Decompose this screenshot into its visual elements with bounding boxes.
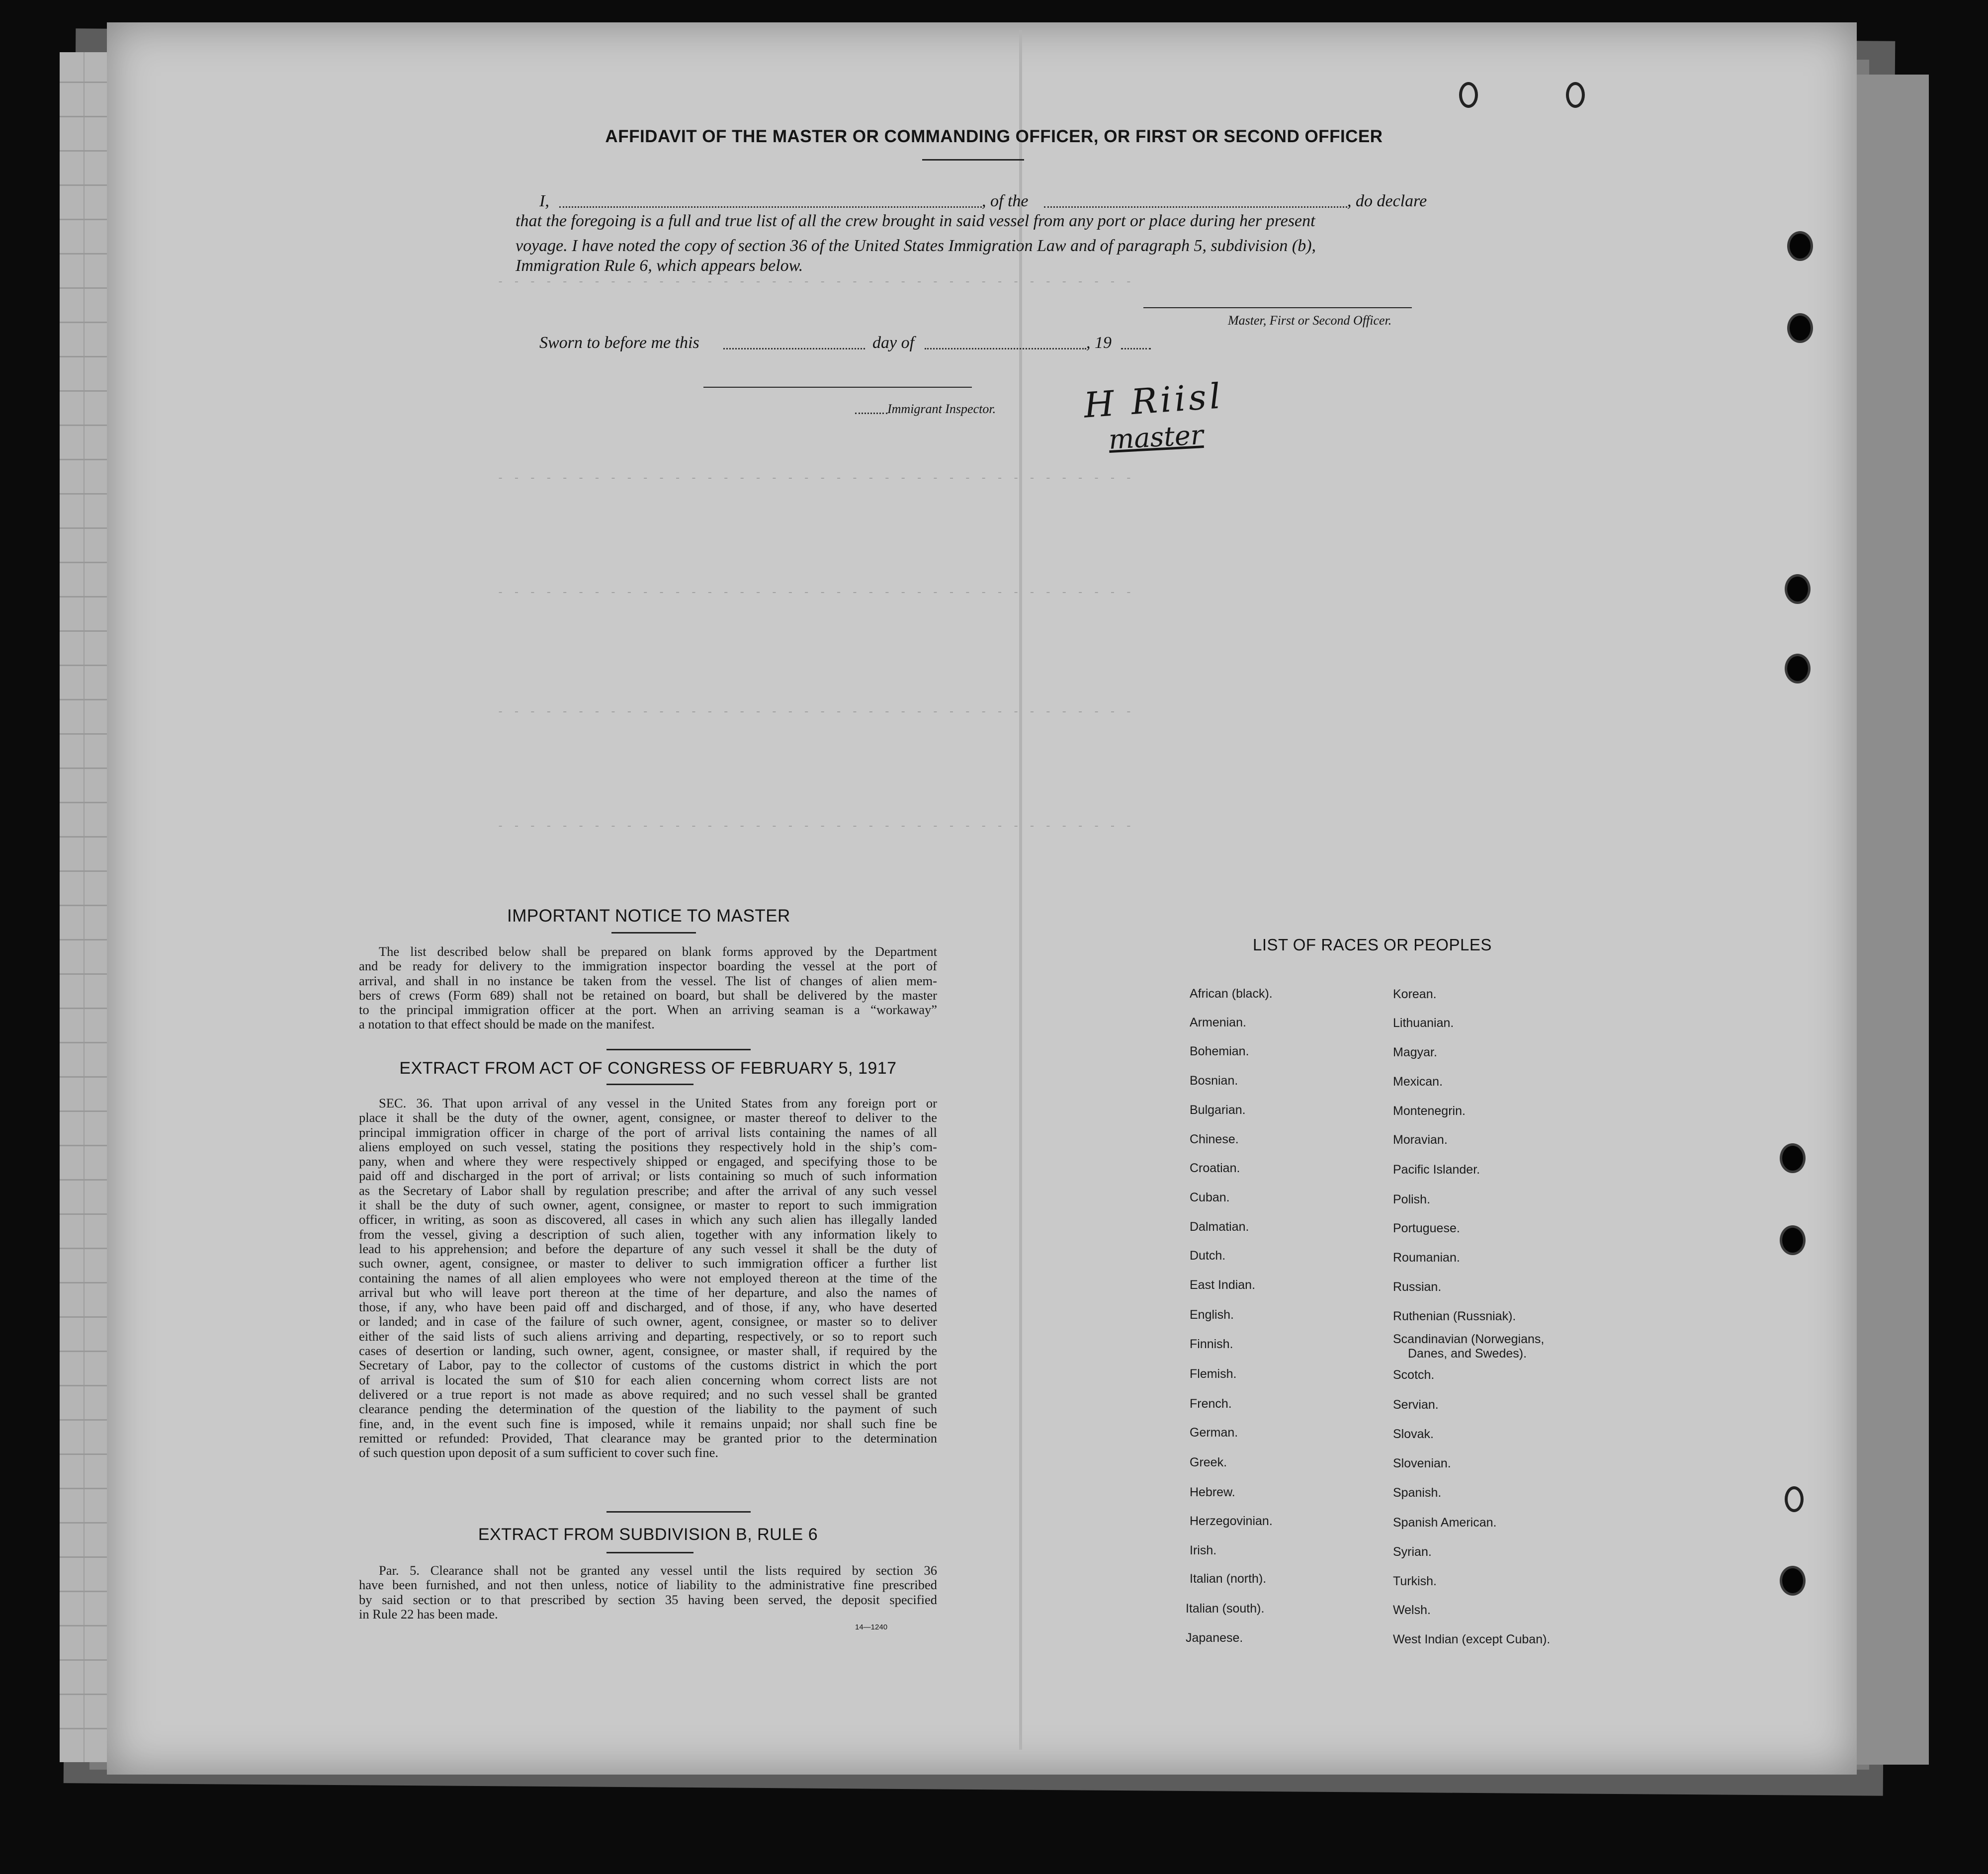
race-item: Welsh. bbox=[1393, 1603, 1431, 1617]
race-item: Scotch. bbox=[1393, 1368, 1435, 1382]
race-item: Syrian. bbox=[1393, 1545, 1432, 1559]
paragraph-line: arrival, and shall in no instance be taken from the vessel. The list of changes of alien mem- bbox=[359, 973, 937, 988]
race-item: Ruthenian (Russniak). bbox=[1393, 1309, 1516, 1323]
race-item: Armenian. bbox=[1190, 1016, 1246, 1029]
race-item: Magyar. bbox=[1393, 1045, 1437, 1059]
act-extract-title: EXTRACT FROM ACT OF CONGRESS OF FEBRUARY 5, 1917 bbox=[399, 1059, 897, 1078]
paragraph-line: pany, when and where they were respectively shipped or engaged, and specifying those to be bbox=[359, 1154, 937, 1169]
race-item: Moravian. bbox=[1393, 1133, 1448, 1147]
race-item: English. bbox=[1190, 1308, 1234, 1322]
binder-ring bbox=[1785, 1486, 1804, 1512]
vessel-blank[interactable] bbox=[1044, 206, 1347, 208]
paragraph-line: lead to his apprehension; and before the departure of any such vessel it shall be the duty of bbox=[359, 1241, 937, 1256]
race-item: Cuban. bbox=[1190, 1191, 1230, 1204]
paragraph-line: clearance pending the determination of the question of the liability to the payment of such bbox=[359, 1401, 937, 1417]
race-item: Greek. bbox=[1190, 1455, 1227, 1469]
affidavit-title: AFFIDAVIT OF THE MASTER OR COMMANDING OFFICER, OR FIRST OR SECOND OFFICER bbox=[605, 127, 1383, 146]
act-title-rule bbox=[606, 1084, 693, 1085]
paragraph-line: remitted or refunded: Provided, That clearance may be granted prior to the determination bbox=[359, 1430, 937, 1446]
day-of-text: day of bbox=[872, 334, 915, 352]
paragraph-line: either of the said lists of such aliens arriving and departing, respectively, or so to report such bbox=[359, 1328, 937, 1344]
master-signature-line[interactable] bbox=[1143, 307, 1412, 308]
race-item: Bohemian. bbox=[1190, 1044, 1249, 1058]
race-item: Dutch. bbox=[1190, 1249, 1226, 1263]
paragraph-line: or landed; and in case of the failure of such owner, agent, consignee, or master so to deliver bbox=[359, 1314, 937, 1329]
year-prefix: , 19 bbox=[1086, 334, 1112, 352]
bleed-through-text: - - - - - - - - - - - - - - - - - - - - - - - - - - - - - - - - - - - - - - - - bbox=[497, 706, 1133, 718]
race-item: Scandinavian (Norwegians, bbox=[1393, 1332, 1545, 1346]
punch-hole bbox=[1780, 1143, 1806, 1173]
paragraph-line: Par. 5. Clearance shall not be granted any vessel until the lists required by section 36 bbox=[379, 1563, 937, 1578]
signature-title: master bbox=[1108, 419, 1205, 456]
race-item: French. bbox=[1190, 1397, 1232, 1411]
affidavit-line-2: that the foregoing is a full and true list of all the crew brought in said vessel from any port or place during her present bbox=[516, 212, 1315, 230]
paragraph-line: paid off and discharged in the port of arrival; or lists containing so much of such information bbox=[359, 1168, 937, 1184]
affidavit-line-3: voyage. I have noted the copy of section 36 of the United States Immigration Law and of paragraph 5, subdivision (b), bbox=[516, 237, 1316, 255]
sworn-day-blank[interactable] bbox=[723, 348, 865, 349]
races-title: LIST OF RACES OR PEOPLES bbox=[1253, 936, 1492, 954]
punch-hole bbox=[1785, 574, 1811, 604]
race-item: Portuguese. bbox=[1393, 1221, 1460, 1235]
form-number: 14—1240 bbox=[855, 1623, 888, 1631]
race-item: Slovenian. bbox=[1393, 1456, 1451, 1470]
notice-end-rule bbox=[606, 1049, 751, 1050]
paragraph-line: aliens employed on such vessel, stating the positions they respectively hold in the ship’s com- bbox=[359, 1139, 937, 1154]
paragraph-line: arrival but who will leave port thereon at the time of her departure, and also the names of bbox=[359, 1284, 937, 1300]
paragraph-line: it shall be the duty of such owner, agent, consignee, or master to report to such immigration bbox=[359, 1197, 937, 1213]
race-item: Flemish. bbox=[1190, 1367, 1237, 1381]
paragraph-line: have been furnished, and not then unless, notice of liability to the administrative fine prescribed bbox=[359, 1577, 937, 1593]
paragraph-line: bers of crews (Form 689) shall not be retained on board, but shall be delivered by the master bbox=[359, 987, 937, 1003]
inspector-caption: Immigrant Inspector. bbox=[887, 402, 996, 416]
rule-extract-title: EXTRACT FROM SUBDIVISION B, RULE 6 bbox=[478, 1525, 818, 1544]
race-item: Servian. bbox=[1393, 1398, 1439, 1412]
rule-paragraph-5 bbox=[359, 1563, 937, 1621]
race-item: Montenegrin. bbox=[1393, 1104, 1466, 1118]
paragraph-line: containing the names of all alien employees who were not employed thereon at the time of the bbox=[359, 1270, 937, 1285]
race-item: East Indian. bbox=[1190, 1278, 1256, 1292]
race-item: Irish. bbox=[1190, 1543, 1217, 1557]
paragraph-line: of such question upon deposit of a sum sufficient to cover such fine. bbox=[359, 1445, 718, 1460]
race-item: Hebrew. bbox=[1190, 1485, 1235, 1499]
paragraph-line: and be ready for delivery to the immigration inspector boarding the vessel at the port of bbox=[359, 958, 937, 974]
race-item: German. bbox=[1190, 1426, 1238, 1440]
notice-paragraph bbox=[359, 944, 937, 1032]
paragraph-line: in Rule 22 has been made. bbox=[359, 1606, 498, 1621]
sworn-year-blank[interactable] bbox=[1121, 348, 1151, 349]
punch-hole bbox=[1787, 313, 1813, 343]
paragraph-line: Secretary of Labor, pay to the collector of customs of the customs district in which the port bbox=[359, 1358, 937, 1373]
race-item: Bulgarian. bbox=[1190, 1103, 1246, 1117]
affidavit-line-4: Immigration Rule 6, which appears below. bbox=[516, 256, 803, 275]
race-item: Russian. bbox=[1393, 1280, 1442, 1294]
race-item: Lithuanian. bbox=[1393, 1016, 1454, 1030]
race-item: Danes, and Swedes). bbox=[1408, 1347, 1527, 1361]
race-item: Polish. bbox=[1393, 1193, 1431, 1206]
paragraph-line: officer, in writing, as soon as discovered, all cases in which any such alien has illegally landed bbox=[359, 1212, 937, 1227]
race-item: Bosnian. bbox=[1190, 1074, 1238, 1088]
paragraph-line: as the Secretary of Labor shall by regulation prescribe; and after the arrival of any such vessel bbox=[359, 1183, 937, 1198]
master-signature bbox=[1082, 375, 1225, 456]
signature-initials: H Riisl bbox=[1082, 375, 1225, 426]
paragraph-line: SEC. 36. That upon arrival of any vessel in the United States from any foreign port or bbox=[379, 1096, 937, 1110]
sworn-text: Sworn to before me this bbox=[539, 334, 699, 352]
race-item: Slovak. bbox=[1393, 1427, 1434, 1441]
paragraph-line: cases of desertion or landing, such owner, agent, consignee, or master shall, if required by the bbox=[359, 1343, 937, 1359]
punch-hole bbox=[1785, 654, 1811, 683]
bleed-through-text: - - - - - - - - - - - - - - - - - - - - - - - - - - - - - - - - - - - - - - - - bbox=[497, 472, 1133, 485]
name-blank[interactable] bbox=[559, 206, 982, 208]
paragraph-line: such owner, agent, consignee, or master to deliver to such immigration officer a further list bbox=[359, 1256, 937, 1271]
affidavit-of-the: , of the bbox=[982, 192, 1029, 210]
paragraph-line: delivered or a true report is not made as above required; and no such vessel shall be granted bbox=[359, 1386, 937, 1402]
race-item: Croatian. bbox=[1190, 1161, 1240, 1175]
paragraph-line: by said section or to that prescribed by section 35 having been served, the deposit specified bbox=[359, 1592, 937, 1607]
race-item: Mexican. bbox=[1393, 1075, 1443, 1089]
bleed-through-text: - - - - - - - - - - - - - - - - - - - - - - - - - - - - - - - - - - - - - - - - bbox=[497, 820, 1133, 833]
race-item: Spanish. bbox=[1393, 1486, 1442, 1500]
paragraph-line: place it shall be the duty of the owner, agent, consignee, or master thereof to deliver to the bbox=[359, 1110, 937, 1125]
race-item: Herzegovinian. bbox=[1190, 1514, 1273, 1528]
notice-title: IMPORTANT NOTICE TO MASTER bbox=[507, 906, 790, 926]
binder-ring bbox=[1566, 82, 1585, 108]
title-rule bbox=[922, 159, 1024, 161]
sworn-month-blank[interactable] bbox=[925, 348, 1086, 349]
race-item: Japanese. bbox=[1186, 1631, 1243, 1645]
paragraph-line: The list described below shall be prepared on blank forms approved by the Department bbox=[379, 944, 937, 959]
punch-hole bbox=[1787, 231, 1813, 261]
race-item: Finnish. bbox=[1190, 1337, 1233, 1351]
master-caption: Master, First or Second Officer. bbox=[1228, 313, 1392, 328]
binder-ring bbox=[1459, 82, 1478, 108]
punch-hole bbox=[1780, 1566, 1806, 1596]
race-item: Chinese. bbox=[1190, 1132, 1239, 1146]
paragraph-line: to the principal immigration officer at the port. When an arriving seaman is a “workaway” bbox=[359, 1002, 937, 1018]
paragraph-line: fine, and, in the event such fine is imposed, while it remains unpaid; nor shall such fine be bbox=[359, 1416, 937, 1431]
race-item: Roumanian. bbox=[1393, 1251, 1460, 1265]
act-section-36 bbox=[359, 1096, 937, 1460]
race-item: Italian (south). bbox=[1186, 1602, 1265, 1616]
act-end-rule bbox=[606, 1511, 751, 1513]
affidavit-i: I, bbox=[539, 192, 549, 210]
notice-rule bbox=[611, 932, 696, 934]
race-item: Italian (north). bbox=[1190, 1572, 1267, 1586]
bleed-through-text: - - - - - - - - - - - - - - - - - - - - - - - - - - - - - - - - - - - - - - - - bbox=[497, 276, 1133, 288]
inspector-blank bbox=[855, 413, 887, 414]
race-item: Dalmatian. bbox=[1190, 1220, 1249, 1234]
rule-title-rule bbox=[606, 1552, 693, 1553]
race-item: West Indian (except Cuban). bbox=[1393, 1632, 1551, 1646]
paragraph-line: of arrival is located the sum of $10 for each alien concerning whom correct lists are not bbox=[359, 1372, 937, 1387]
bleed-through-text: - - - - - - - - - - - - - - - - - - - - - - - - - - - - - - - - - - - - - - - - bbox=[497, 587, 1133, 599]
paragraph-line: those, if any, who have been paid off and discharged, and of those, if any, who have deserted bbox=[359, 1299, 937, 1315]
inspector-signature-line[interactable] bbox=[703, 387, 972, 388]
race-item: Korean. bbox=[1393, 987, 1437, 1001]
race-item: Pacific Islander. bbox=[1393, 1163, 1480, 1177]
race-item: Spanish American. bbox=[1393, 1516, 1497, 1530]
punch-hole bbox=[1780, 1225, 1806, 1255]
paragraph-line: principal immigration officer in charge of the port of arrival lists containing the names of all bbox=[359, 1124, 937, 1140]
paragraph-line: from the vessel, giving a description of such alien, together with any information likely to bbox=[359, 1226, 937, 1242]
race-item: African (black). bbox=[1190, 987, 1273, 1001]
paragraph-line: a notation to that effect should be made on the manifest. bbox=[359, 1017, 655, 1032]
race-item: Turkish. bbox=[1393, 1574, 1437, 1588]
affidavit-do-declare: , do declare bbox=[1347, 192, 1427, 210]
